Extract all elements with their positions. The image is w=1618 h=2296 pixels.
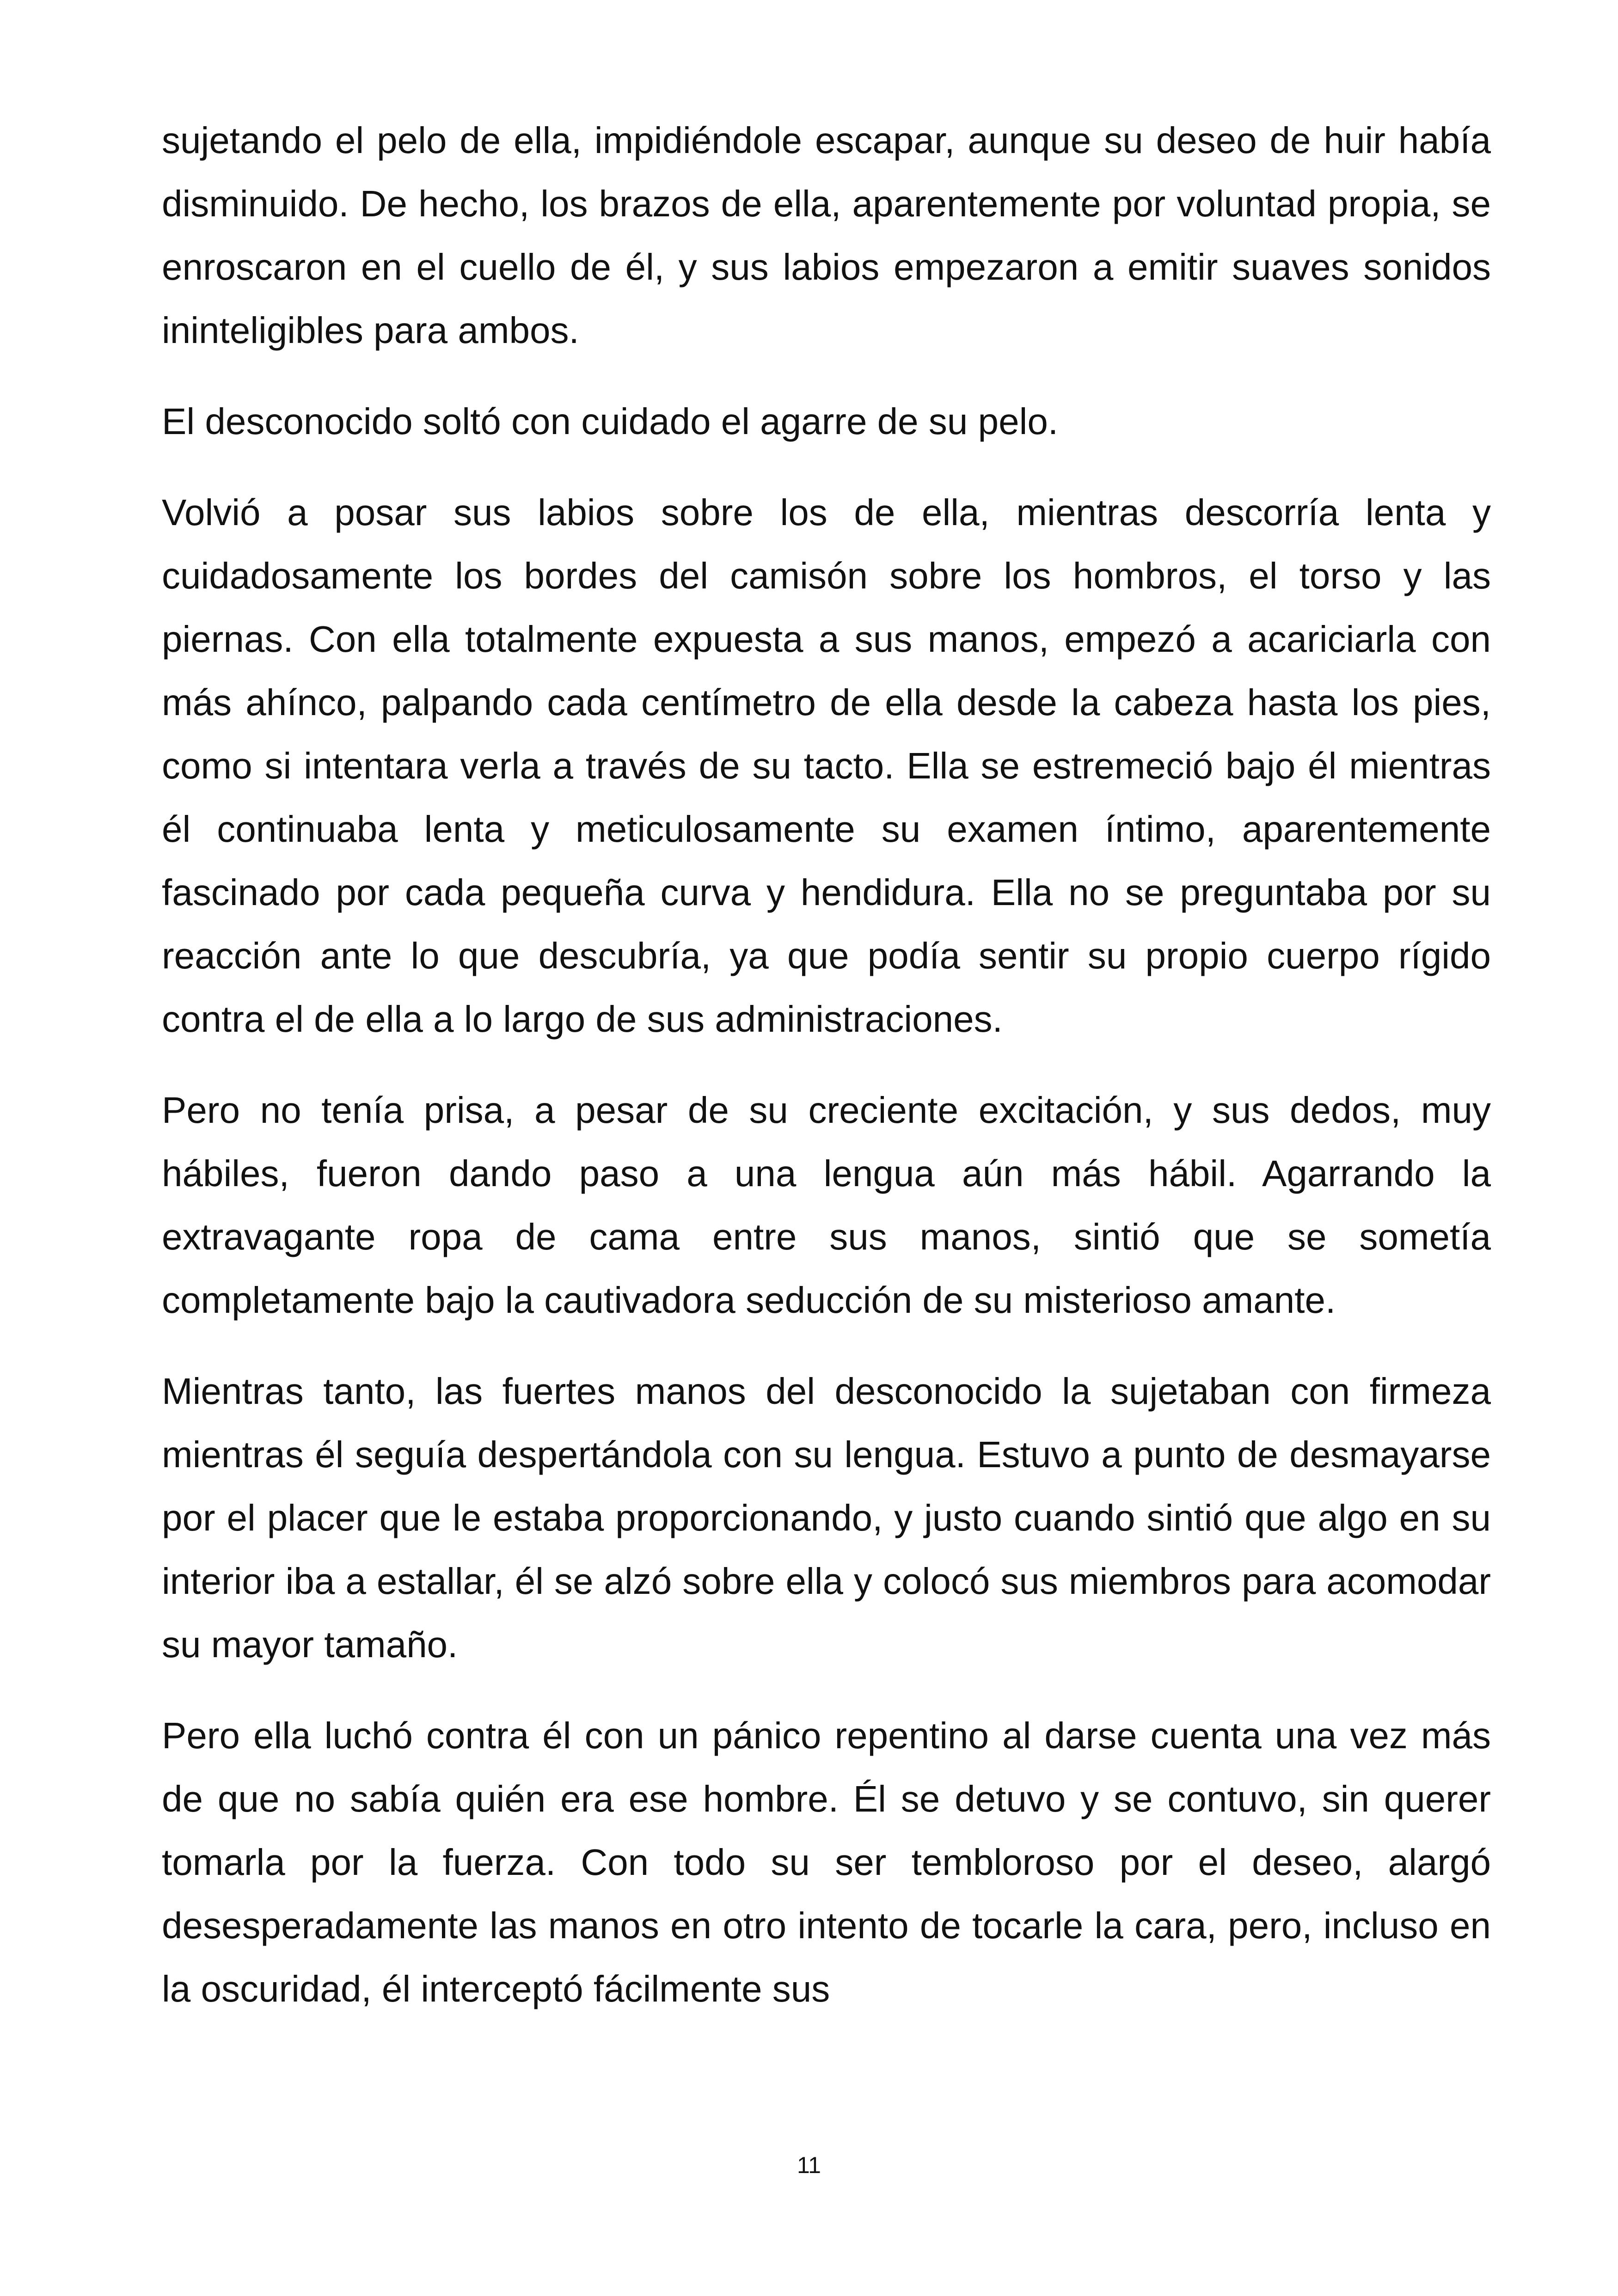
paragraph-3: Volvió a posar sus labios sobre los de ella, mientras descorría lenta y cuidadosamente los bordes del camisón sobre los hombros, el torso y las piernas. Con ella totalmente expuesta a sus manos, empezó a acariciarla con más ahínco, palpando cada centímetro de ella desde la cabeza hasta los pies, como si intentara verla a través de su tacto. Ella se estremeció bajo él mientras él continuaba lenta y meticulosamente su examen íntimo, aparentemente fascinado por cada pequeña curva y hendidura. Ella no se preguntaba por su reacción ante lo que descubría, ya que podía sentir su propio cuerpo rígido contra el de ella a lo largo de sus administraciones. xyxy=(162,492,1491,1040)
paragraph-6: Pero ella luchó contra él con un pánico repentino al darse cuenta una vez más de que no sabía quién era ese hombre. Él se detuvo y se contuvo, sin querer tomarla por la fuerza. Con todo su ser tembloroso por el deseo, alargó desesperadamente las manos en otro intento de tocarle la cara, pero, incluso en la oscuridad, él interceptó fácilmente sus xyxy=(162,1715,1491,2009)
paragraph-4: Pero no tenía prisa, a pesar de su creciente excitación, y sus dedos, muy hábiles, fueron dando paso a una lengua aún más hábil. Agarrando la extravagante ropa de cama entre sus manos, sintió que se sometía completamente bajo la cautivadora seducción de su misterioso amante. xyxy=(162,1090,1491,1321)
paragraph-2: El desconocido soltó con cuidado el agarre de su pelo. xyxy=(162,401,1059,442)
page-number: 11 xyxy=(797,2152,821,2178)
paragraph-5: Mientras tanto, las fuertes manos del desconocido la sujetaban con firmeza mientras él seguía despertándola con su lengua. Estuvo a punto de desmayarse por el placer que le estaba proporcionando, y justo cuando sintió que algo en su interior iba a estallar, él se alzó sobre ella y colocó sus miembros para acomodar su mayor tamaño. xyxy=(162,1371,1491,1665)
paragraph-1: sujetando el pelo de ella, impidiéndole escapar, aunque su deseo de huir había disminuido. De hecho, los brazos de ella, aparentemente por voluntad propia, se enroscaron en el cuello de él, y sus labios empezaron a emitir suaves sonidos ininteligibles para ambos. xyxy=(162,120,1491,351)
body-text xyxy=(162,109,1491,2048)
